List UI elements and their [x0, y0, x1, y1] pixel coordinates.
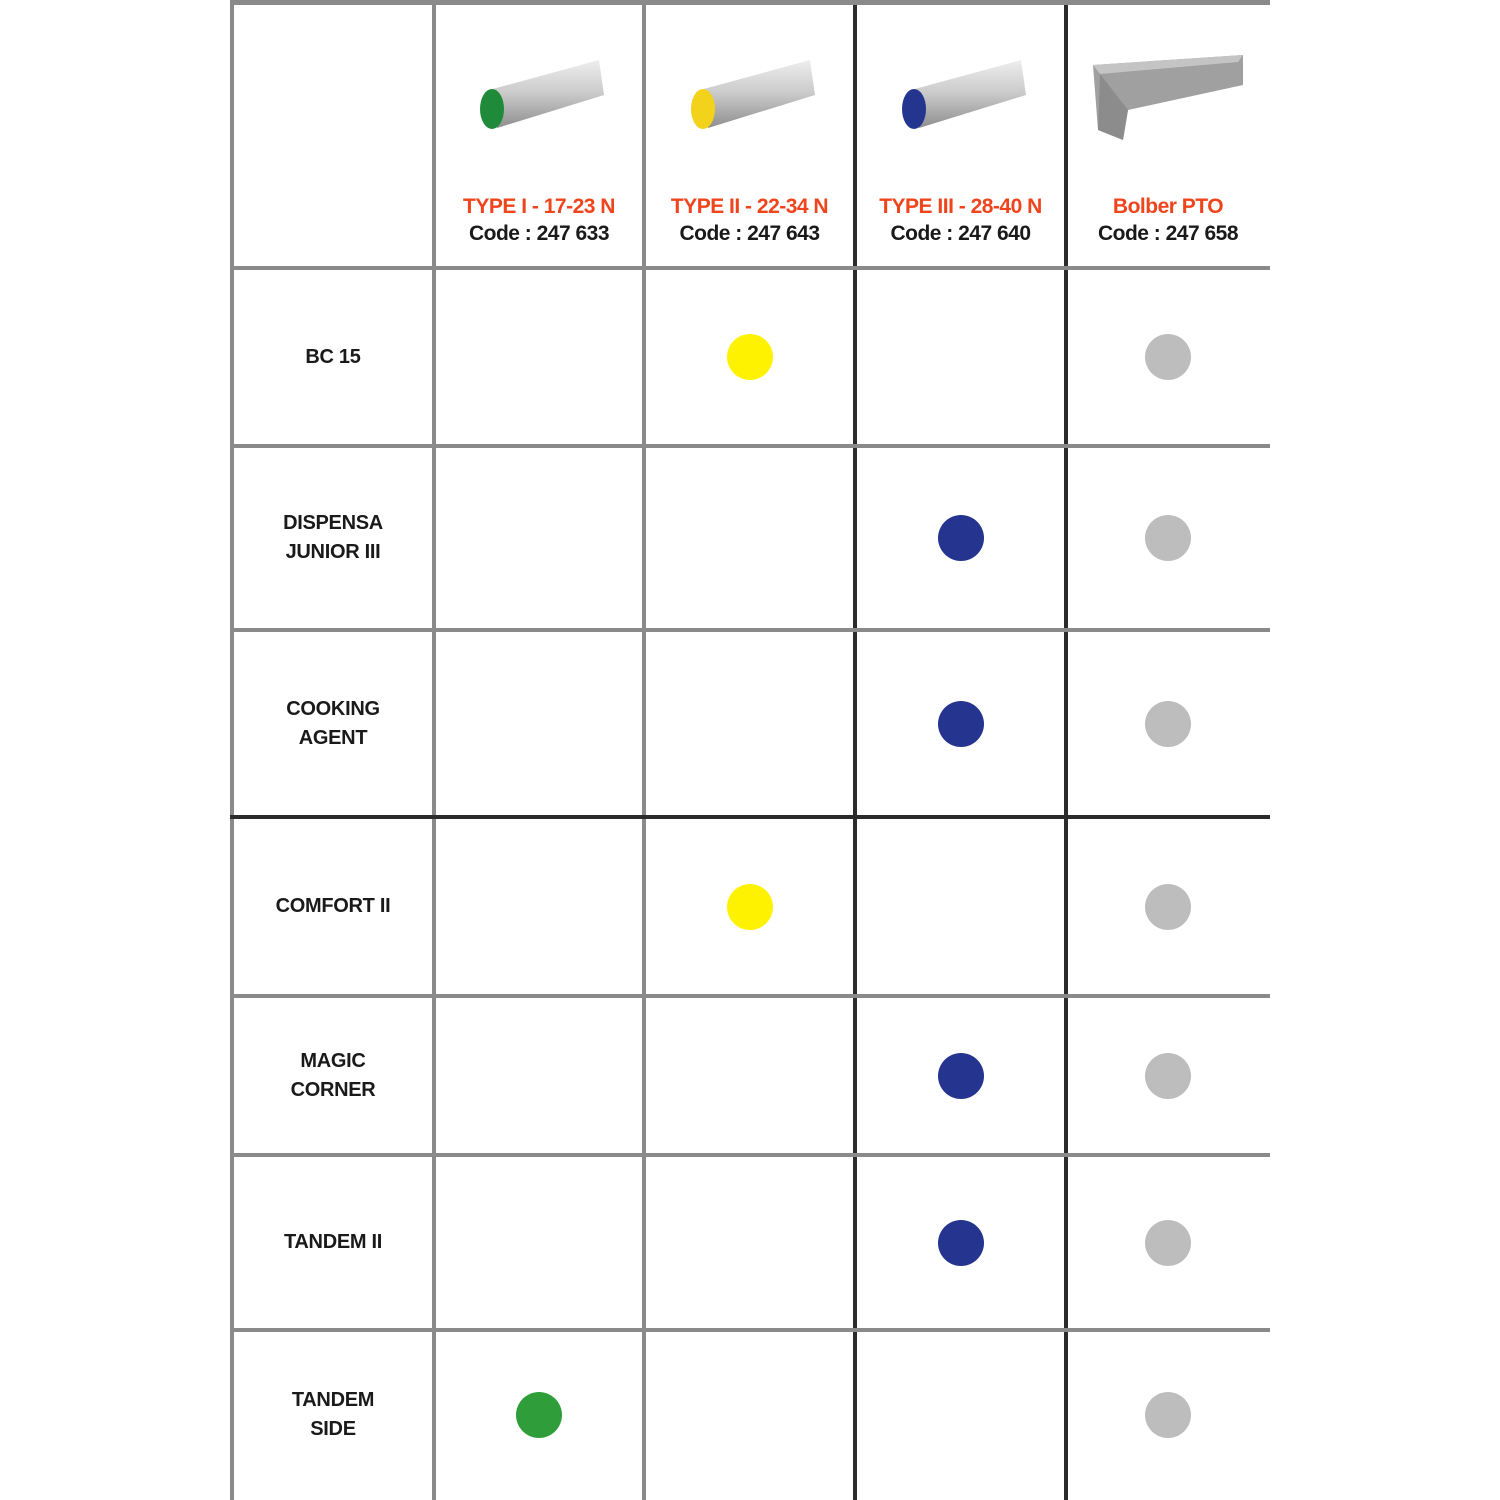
row-label: BC 15: [305, 345, 361, 368]
grey-dot-marker: [1145, 1053, 1191, 1099]
column-header: [1068, 194, 1268, 248]
blue-dot-marker: [938, 1053, 984, 1099]
grey-dot-marker: [1145, 515, 1191, 561]
column-code: Code : 247 633: [468, 222, 610, 245]
yellow-dot-marker: [727, 334, 773, 380]
grid-hline: [230, 0, 1270, 5]
column-title: TYPE III - 28-40 N: [879, 195, 1042, 218]
column-header: [436, 194, 642, 248]
column-title: TYPE I - 17-23 N: [463, 195, 615, 218]
yellow-dot-marker: [727, 884, 773, 930]
blue-dot-marker: [938, 1220, 984, 1266]
green-dot-marker: [516, 1392, 562, 1438]
column-code: Code : 247 640: [890, 222, 1031, 245]
row-label: DISPENSA JUNIOR III: [283, 512, 383, 563]
row-label: COMFORT II: [275, 895, 391, 917]
column-header: [857, 194, 1064, 248]
grey-dot-marker: [1145, 1220, 1191, 1266]
grey-dot-marker: [1145, 701, 1191, 747]
gas-spring-image: [670, 50, 830, 150]
grey-dot-marker: [1145, 884, 1191, 930]
column-header: [646, 194, 853, 248]
grey-dot-marker: [1145, 1392, 1191, 1438]
gas-spring-image: [459, 50, 619, 150]
gas-spring-image: [881, 50, 1041, 150]
profile-rail-image: [1088, 50, 1248, 150]
column-title: Bolber PTO: [1112, 195, 1224, 218]
row-label: TANDEM SIDE: [291, 1389, 375, 1440]
row-label: TANDEM II: [283, 1231, 383, 1253]
column-code: Code : 247 643: [679, 222, 820, 245]
blue-dot-marker: [938, 701, 984, 747]
grey-dot-marker: [1145, 334, 1191, 380]
blue-dot-marker: [938, 515, 984, 561]
column-code: Code : 247 658: [1097, 222, 1239, 245]
row-label: COOKING AGENT: [286, 697, 380, 749]
row-label: MAGIC CORNER: [290, 1049, 376, 1101]
column-title: TYPE II - 22-34 N: [670, 195, 829, 218]
